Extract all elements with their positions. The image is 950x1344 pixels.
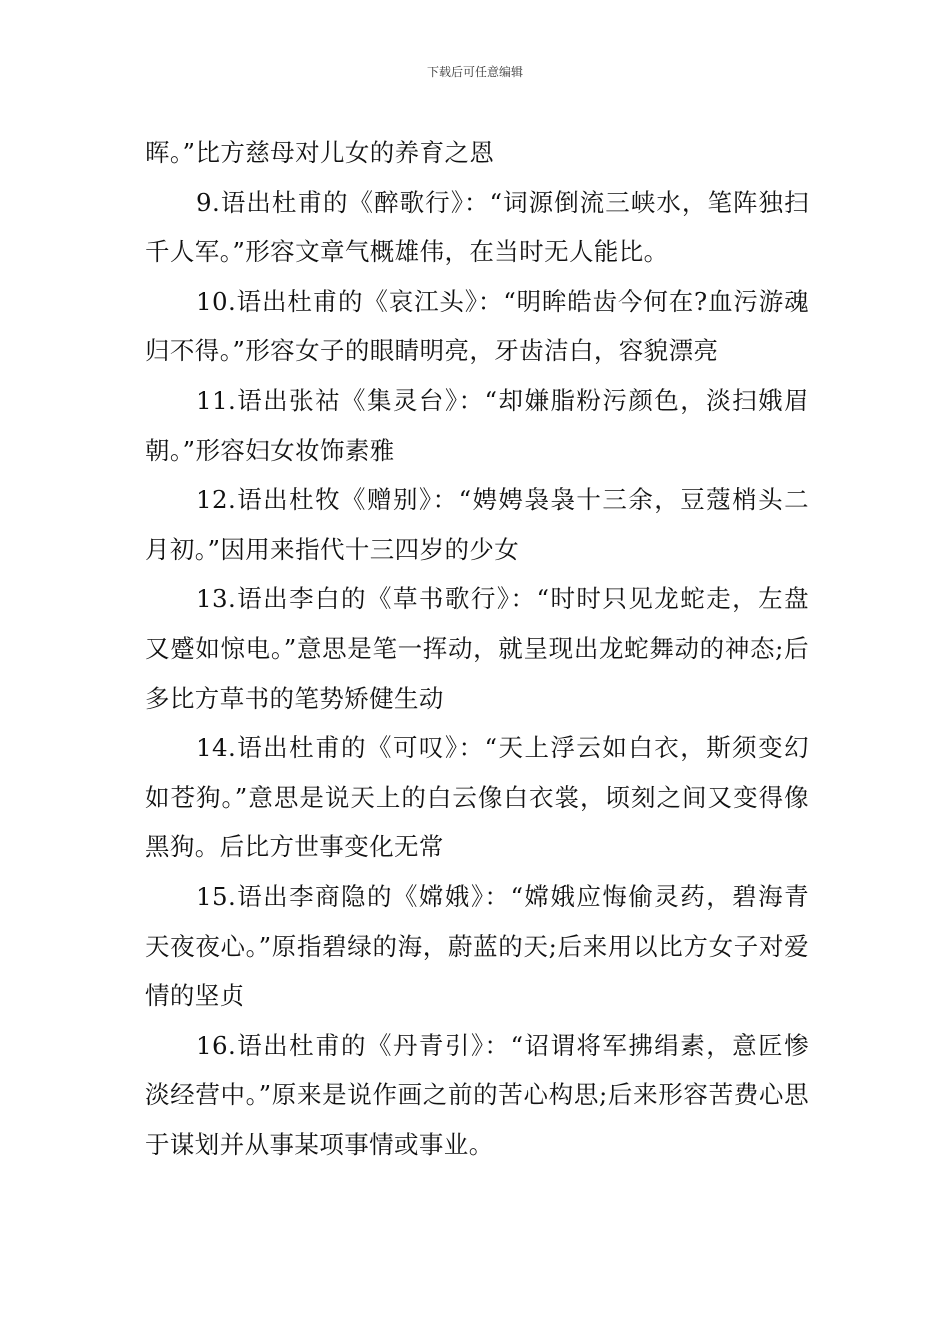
document-body: [145, 128, 809, 1169]
paragraph-item-16: 16.语出杜甫的《丹青引》：“诏谓将军拂绢素，意匠惨淡经营中。”原来是说作画之前的苦心构思;后来形容苦费心思于谋划并从事某项事情或事业。: [145, 1030, 809, 1159]
paragraph-item-9: 9.语出杜甫的《醉歌行》：“词源倒流三峡水，笔阵独扫千人军。”形容文章气概雄伟，在当时无人能比。: [145, 187, 809, 267]
paragraph-item-11: 11.语出张祜《集灵台》：“却嫌脂粉污颜色，淡扫娥眉朝。”形容妇女妆饰素雅: [145, 385, 809, 465]
paragraph-item-10: 10.语出杜甫的《哀江头》：“明眸皓齿今何在?血污游魂归不得。”形容女子的眼睛明亮，牙齿洁白，容貌漂亮: [145, 286, 809, 366]
paragraph-item-14: 14.语出杜甫的《可叹》：“天上浮云如白衣，斯须变幻如苍狗。”意思是说天上的白云像白衣裳，顷刻之间又变得像黑狗。后比方世事变化无常: [145, 733, 809, 862]
paragraph-item-15: 15.语出李商隐的《嫦娥》：“嫦娥应悔偷灵药，碧海青天夜夜心。”原指碧绿的海，蔚蓝的天;后来用以比方女子对爱情的坚贞: [145, 881, 809, 1011]
paragraph-item-13: 13.语出李白的《草书歌行》：“时时只见龙蛇走，左盘又蹙如惊电。”意思是笔一挥动，就呈现出龙蛇舞动的神态;后多比方草书的笔势矫健生动: [145, 584, 809, 713]
page-header-note: 下载后可任意编辑: [426, 65, 523, 79]
paragraph-continuation: 晖。”比方慈母对儿女的养育之恩: [145, 138, 495, 167]
paragraph-item-12: 12.语出杜牧《赠别》：“娉娉袅袅十三余，豆蔻梢头二月初。”因用来指代十三四岁的少女: [145, 485, 809, 564]
